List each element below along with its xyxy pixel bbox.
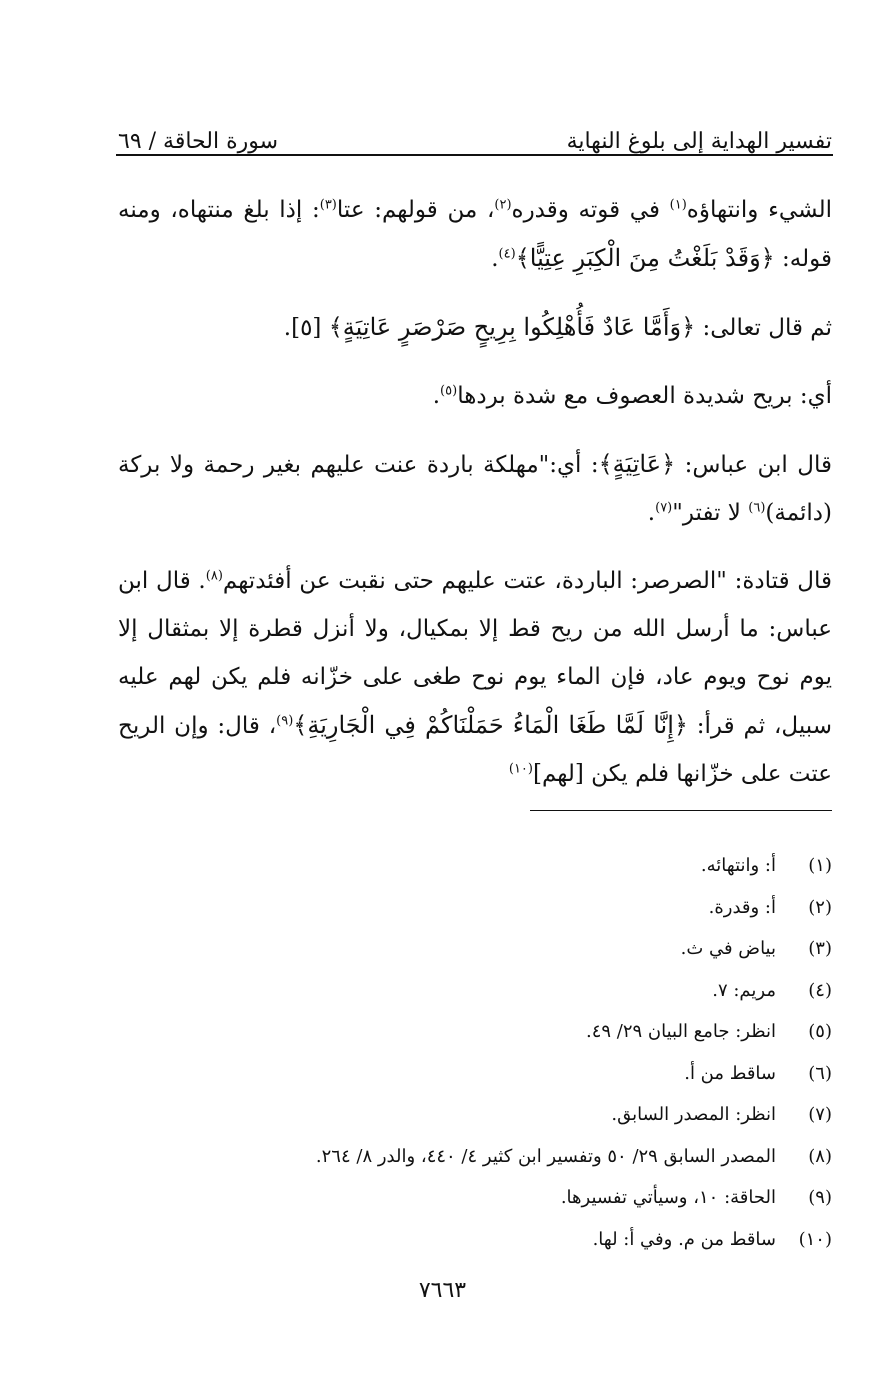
quran-verse: ﴿إِنَّا لَمَّا طَغَا الْمَاءُ حَمَلْنَاكُمْ فِي الْجَارِيَةِ﴾ xyxy=(293,711,688,739)
footnote-number: (١٠) xyxy=(798,1228,832,1250)
footnote xyxy=(118,1136,832,1178)
paragraph xyxy=(118,372,832,420)
footnote xyxy=(118,928,832,970)
text-run: ثم قال تعالى: xyxy=(695,315,832,341)
text-run: في قوته وقدره xyxy=(511,197,670,223)
text-run: ، قال: وإن الريح عتت على خزّانها فلم يكن [لهم] xyxy=(118,713,832,787)
footnote-ref: (٦) xyxy=(748,500,766,516)
footnote xyxy=(118,1094,832,1136)
footnote-number: (٥) xyxy=(808,1021,832,1042)
footnote-number: (٨) xyxy=(808,1145,832,1167)
footnote-ref: (٤) xyxy=(498,246,516,262)
book-title: تفسير الهداية إلى بلوغ النهاية xyxy=(566,129,832,154)
footnote-number: (٣) xyxy=(808,938,832,959)
footnote-number: (٧) xyxy=(808,1104,832,1125)
footnote-text: ساقط من أ. xyxy=(684,1062,776,1084)
text-run: قال قتادة: "الصرصر: الباردة، عتت عليهم حتى نقبت عن أفئدتهم xyxy=(222,568,832,594)
footnote-text: مريم: ٧. xyxy=(712,979,776,1001)
footnote-number: (٩) xyxy=(808,1187,832,1208)
footnote-number: (٤) xyxy=(808,979,832,1001)
main-text xyxy=(118,186,832,798)
footnote-text: الحاقة: ١٠، وسيأتي تفسيرها. xyxy=(560,1187,776,1208)
footnote-number: (٦) xyxy=(808,1062,832,1084)
text-run: لا تفتر" xyxy=(672,500,749,526)
text-run: . xyxy=(647,500,656,526)
text-run: ، من قولهم: عتا xyxy=(336,197,495,223)
footnote-ref: (٢) xyxy=(494,197,512,213)
paragraph xyxy=(118,440,832,537)
footnote-text: انظر: جامع البيان ٢٩/ ٤٩. xyxy=(585,1021,776,1042)
text-run: . قال ابن عباس: ما أرسل الله من ريح قط إلا بمكيال، ولا أنزل قطرة إلا بمثقال إلا يوم نوح ويوم عاد، فإن الماء يوم نوح طغى على خزّانه فلم يكن لهم عليه سبيل، ثم قرأ: xyxy=(118,568,832,739)
footnote-ref: (٩) xyxy=(276,713,294,729)
footnote-number: (٢) xyxy=(808,896,832,918)
quran-verse: ﴿عَاتِيَةٍ﴾ xyxy=(598,450,676,478)
paragraph xyxy=(118,186,832,283)
surah-page-label: سورة الحاقة / ٦٩ xyxy=(118,129,279,154)
paragraph xyxy=(118,557,832,798)
header-rule xyxy=(116,154,833,156)
footnote-ref: (٧) xyxy=(655,500,673,516)
footnote-number: (١) xyxy=(808,855,832,876)
footnote-ref: (١) xyxy=(669,197,687,213)
footnote-text: انظر: المصدر السابق. xyxy=(611,1104,776,1125)
footnote xyxy=(118,845,832,887)
footnotes xyxy=(118,845,832,1260)
text-run: قال ابن عباس: xyxy=(675,452,832,478)
text-run: . xyxy=(432,383,441,409)
quran-verse: ﴿وَقَدْ بَلَغْتُ مِنَ الْكِبَرِ عِتِيًّا﴾ xyxy=(515,244,775,272)
footnote-text: ساقط من م. وفي أ: لها. xyxy=(592,1228,776,1250)
footnote xyxy=(118,970,832,1012)
footnote-ref: (١٠) xyxy=(508,761,533,777)
footnote-ref: (٥) xyxy=(440,383,458,399)
footnote-text: أ: وقدرة. xyxy=(708,896,776,918)
running-header xyxy=(118,108,832,154)
footnote-text: أ: وانتهائه. xyxy=(700,855,776,876)
footnote-text: المصدر السابق ٢٩/ ٥٠ وتفسير ابن كثير ٤/ ٤٤٠، والدر ٨/ ٢٦٤. xyxy=(315,1145,776,1167)
footnote xyxy=(118,1177,832,1219)
text-run: : إذا بلغ منتهاه، ومنه قوله: xyxy=(118,197,832,272)
footnote xyxy=(118,887,832,929)
footnote-ref: (٨) xyxy=(205,568,223,584)
text-run: . xyxy=(491,246,499,272)
text-run: : أي:"مهلكة باردة عنت عليهم بغير رحمة ولا بركة (دائمة) xyxy=(118,452,832,526)
footnote-rule xyxy=(530,810,832,811)
text-run: الشيء وانتهاؤه xyxy=(686,197,832,223)
footnote xyxy=(118,1011,832,1053)
footnote-ref: (٣) xyxy=(319,197,337,213)
text-run: أي: بريح شديدة العصوف مع شدة بردها xyxy=(457,383,832,409)
page-number: ٧٦٦٣ xyxy=(418,1278,467,1303)
footnote xyxy=(118,1053,832,1095)
footnote-text: بياض في ث. xyxy=(680,938,776,959)
footnote xyxy=(118,1219,832,1261)
text-run: [٥]. xyxy=(283,315,329,341)
quran-verse: ﴿وَأَمَّا عَادٌ فَأُهْلِكُوا بِرِيحٍ صَرْصَرٍ عَاتِيَةٍ﴾ xyxy=(328,313,696,341)
paragraph xyxy=(118,303,832,352)
